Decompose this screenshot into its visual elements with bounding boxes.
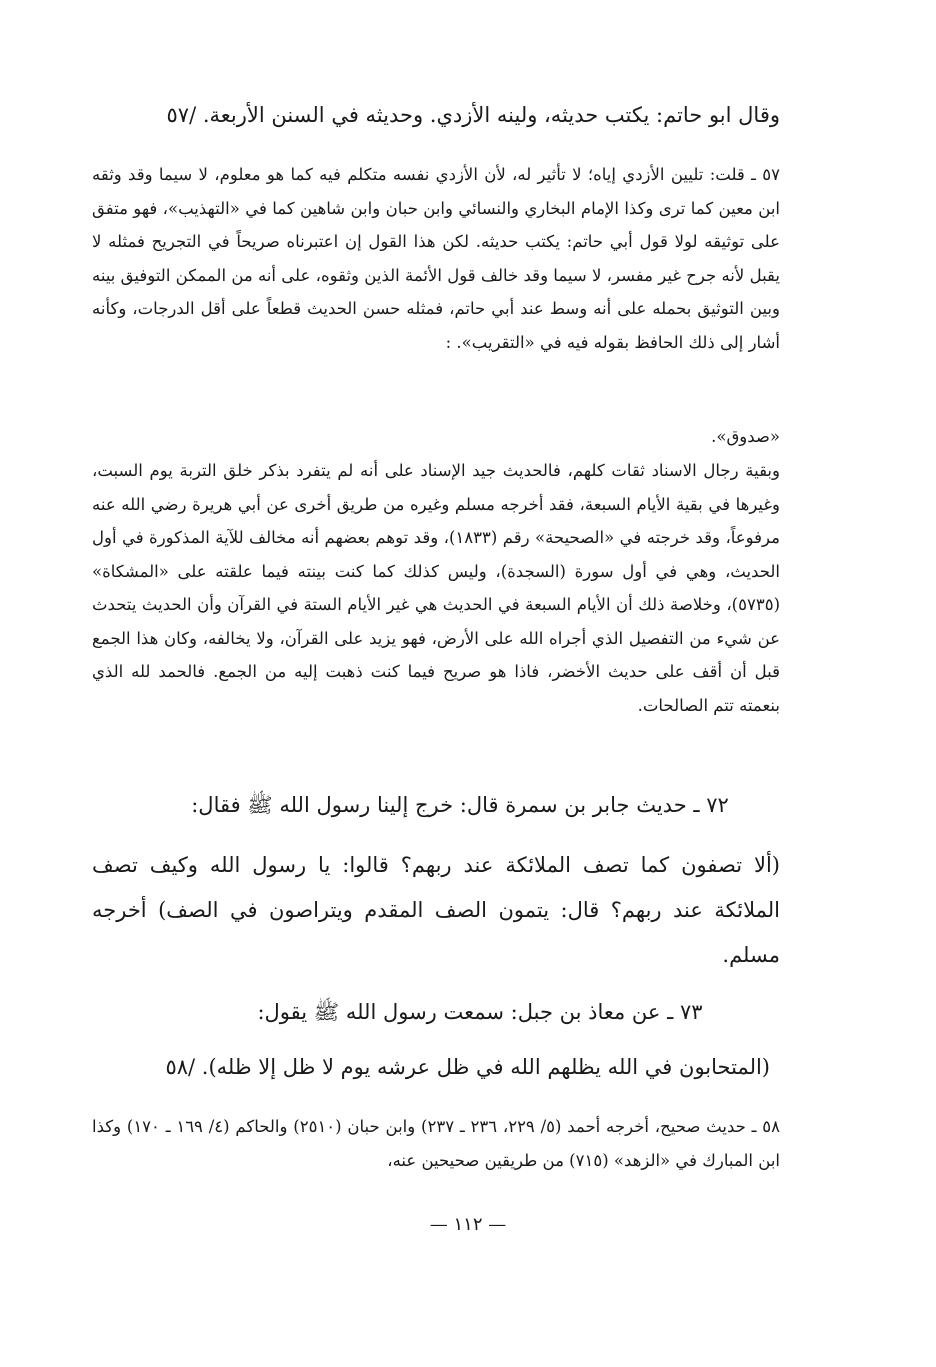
hadith-73-heading: ٧٣ ـ عن معاذ بن جبل: سمعت رسول الله ﷺ يقول: — [257, 1000, 703, 1024]
hadith-72-heading: ٧٢ ـ حديث جابر بن سمرة قال: خرج إلينا رسول الله ﷺ فقال: — [191, 793, 729, 817]
hadith-72-text: (ألا تصفون كما تصف الملائكة عند ربهم؟ قالوا: يا رسول الله وكيف تصف الملائكة عند ربهم؟ قال: يتمون الصف المقدم ويتراصون في الصف) أخرجه مسلم. — [92, 853, 780, 967]
narrator-statement: وقال ابو حاتم: يكتب حديثه، ولينه الأزدي. وحديثه في السنن الأربعة. /٥٧ — [166, 103, 780, 127]
footnote-57-quote: «صدوق». — [711, 427, 780, 446]
footnote-57: ٥٧ ـ قلت: تليين الأزدي إياه؛ لا تأثير له، لأن الأزدي نفسه متكلم فيه كما هو معلوم، لا سيما وقد وثقه ابن معين كما ترى وكذا الإمام البخاري والنسائي وابن حبان وابن شاهين كما في «التهذيب»، فهو متفق على توثيقه لولا قول أبي حاتم: يكتب حديثه. لكن هذا القول إن اعتبرناه صريحاً في التجريح فمثله لا يقبل لأنه جرح غير مفسر، لا سيما وقد خالف قول الأئمة الذين وثقوه، على أنه من الممكن التوفيق بينه وبين التوثيق بحمله على أنه وسط عند أبي حاتم، فمثله حسن الحديث قطعاً على أقل الدرجات، وكأنه أشار إلى ذلك الحافظ بقوله فيه في «التقريب». : — [92, 165, 780, 352]
commentary-paragraph: وبقية رجال الاسناد ثقات كلهم، فالحديث جيد الإسناد على أنه لم يتفرد بذكر خلق التربة يوم السبت، وغيرها في بقية الأيام السبعة، فقد أخرجه مسلم وغيره من طريق أخرى عن أبي هريرة رضي الله عنه مرفوعاً، وقد خرجته في «الصحيحة» رقم (١٨٣٣)، وقد توهم بعضهم أنه مخالف للآية المذكورة في أول الحديث، وهي في أول سورة (السجدة)، وليس كذلك كما كنت بينته فيما علقته على «المشكاة» (٥٧٣٥)، وخلاصة ذلك أن الأيام السبعة في الحديث هي غير الأيام الستة في القرآن وأن الحديث يتحدث عن شيء من التفصيل الذي أجراه الله على الأرض، فهو يزيد على القرآن، ولا يخالفه، وكان هذا الجمع قبل أن أقف على حديث الأخضر، فاذا هو صريح فيما كنت ذهبت إليه من الجمع. فالحمد لله الذي بنعمته تتم الصالحات. — [92, 461, 780, 715]
page-number: — ١١٢ — — [429, 1214, 507, 1235]
hadith-73-text: (المتحابون في الله يظلهم الله في ظل عرشه يوم لا ظل إلا ظله). /٥٨ — [165, 1055, 770, 1079]
footnote-58: ٥٨ ـ حديث صحيح، أخرجه أحمد (٥/ ٢٢٩، ٢٣٦ ـ ٢٣٧) وابن حبان (٢٥١٠) والحاكم (٤/ ١٦٩ ـ ١٧٠) وكذا ابن المبارك في «الزهد» (٧١٥) من طريقين صحيحين عنه، — [92, 1117, 780, 1170]
